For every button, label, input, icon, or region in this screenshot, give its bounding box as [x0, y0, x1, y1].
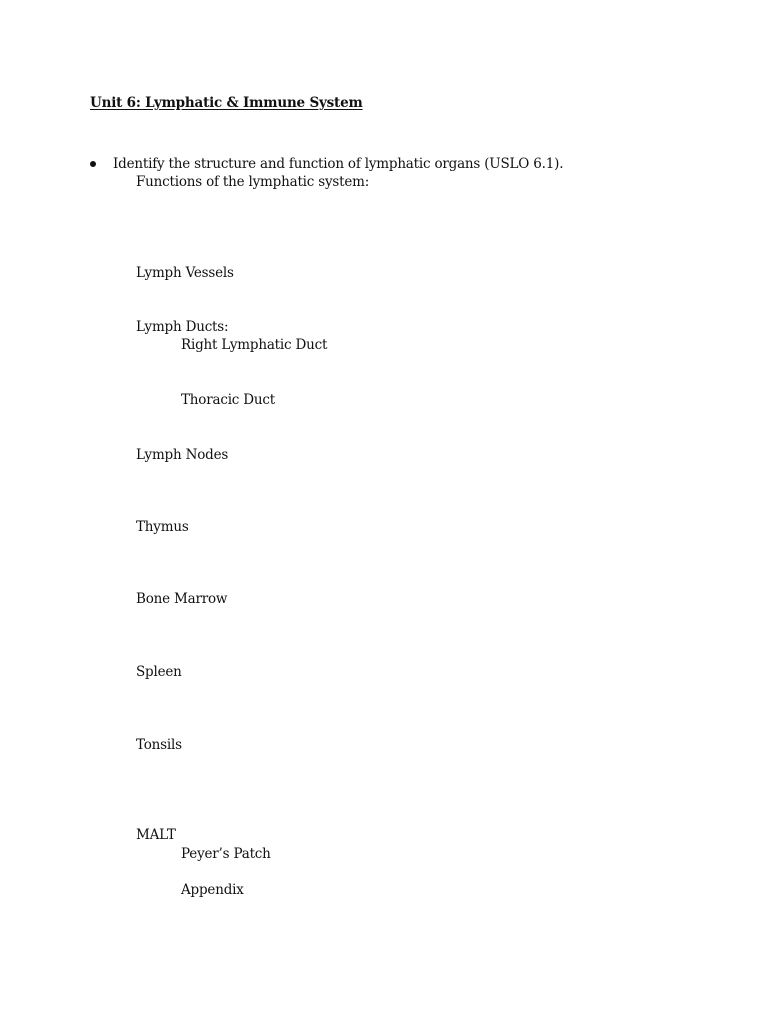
page-title: Unit 6: Lymphatic & Immune System — [90, 95, 363, 111]
section-spleen: Spleen — [136, 664, 182, 680]
section-malt: MALT — [136, 827, 176, 843]
section-lymph-vessels: Lymph Vessels — [136, 265, 234, 281]
subsection-peyers-patch: Peyer’s Patch — [181, 846, 271, 862]
subsection-appendix: Appendix — [181, 882, 244, 898]
section-lymph-nodes: Lymph Nodes — [136, 447, 229, 463]
section-tonsils: Tonsils — [136, 737, 182, 753]
subsection-right-lymphatic-duct: Right Lymphatic Duct — [181, 337, 328, 353]
section-bone-marrow: Bone Marrow — [136, 591, 228, 607]
subsection-thoracic-duct: Thoracic Duct — [181, 392, 275, 408]
section-lymph-ducts: Lymph Ducts: — [136, 319, 229, 335]
section-thymus: Thymus — [136, 519, 189, 535]
bullet-icon — [90, 161, 96, 167]
objective-text: Identify the structure and function of lymphatic organs (USLO 6.1). — [113, 156, 564, 172]
functions-heading: Functions of the lymphatic system: — [136, 174, 370, 190]
